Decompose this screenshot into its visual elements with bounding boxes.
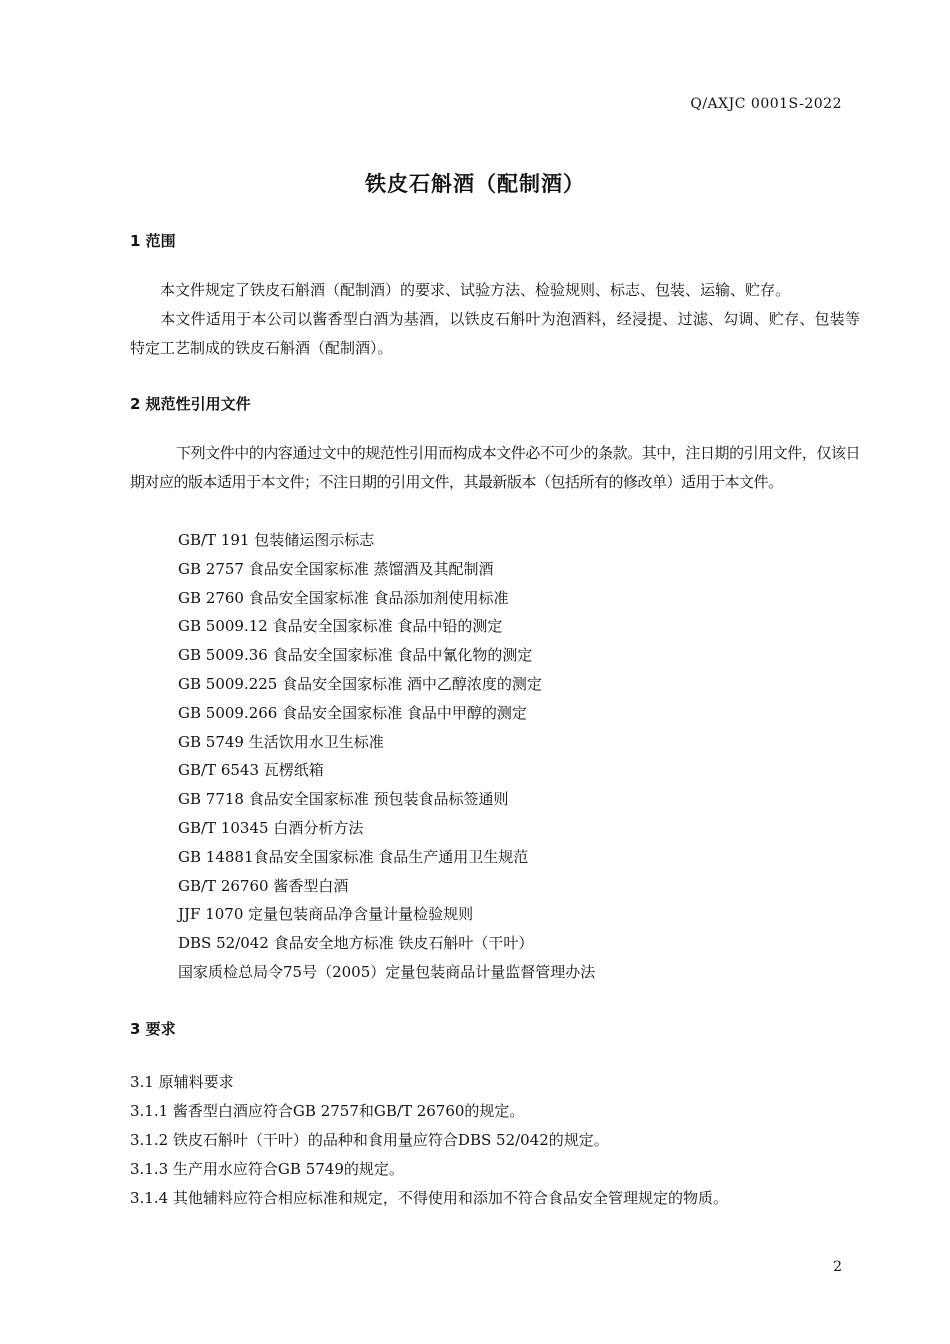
reference-item: GB 5749 生活饮用水卫生标准 [178,732,384,751]
scope-paragraph-1 [130,276,860,305]
requirement-item: 3.1.4 其他辅料应符合相应标准和规定，不得使用和添加不符合食品安全管理规定的物质。 [130,1189,728,1207]
reference-item: DBS 52/042 食品安全地方标准 铁皮石斛叶（干叶） [178,934,534,953]
reference-item: GB 5009.225 食品安全国家标准 酒中乙醇浓度的测定 [178,674,542,693]
reference-item: GB 14881食品安全国家标准 食品生产通用卫生规范 [178,847,529,866]
references-intro-text: 下列文件中的内容通过文中的规范性引用而构成本文件必不可少的条款。其中，注日期的引用文件，仅该日期对应的版本适用于本文件；不注日期的引用文件，其最新版本（包括所有的修改单）适用于本文件。 [130,444,860,491]
reference-item: GB 2757 食品安全国家标准 蒸馏酒及其配制酒 [178,559,494,578]
reference-item: GB/T 10345 白酒分析方法 [178,818,364,837]
section-heading-requirements: 3 要求 [130,1020,176,1038]
requirement-item: 3.1.3 生产用水应符合GB 5749的规定。 [130,1160,404,1178]
reference-item: GB 2760 食品安全国家标准 食品添加剂使用标准 [178,588,509,607]
reference-item: GB 5009.36 食品安全国家标准 食品中氰化物的测定 [178,646,533,665]
scope-paragraph-2-text: 本文件适用于本公司以酱香型白酒为基酒，以铁皮石斛叶为泡酒料，经浸提、过滤、勾调、贮存、包装等特定工艺制成的铁皮石斛酒（配制酒）。 [130,310,860,357]
scope-paragraph-2 [130,305,860,363]
reference-item: GB/T 6543 瓦楞纸箱 [178,761,324,780]
section-heading-scope: 1 范围 [130,232,176,250]
reference-item: GB/T 26760 酱香型白酒 [178,876,349,895]
document-code: Q/AXJC 0001S-2022 [690,96,842,112]
section-heading-normative-references: 2 规范性引用文件 [130,395,251,413]
document-title: 铁皮石斛酒（配制酒） [365,172,585,196]
scope-paragraph-1-text: 本文件规定了铁皮石斛酒（配制酒）的要求、试验方法、检验规则、标志、包装、运输、贮存。 [160,281,791,299]
requirement-item: 3.1.1 酱香型白酒应符合GB 2757和GB/T 26760的规定。 [130,1102,525,1120]
requirement-item: 3.1.2 铁皮石斛叶（干叶）的品种和食用量应符合DBS 52/042的规定。 [130,1131,609,1149]
reference-list [178,526,595,987]
reference-item: 国家质检总局令75号（2005）定量包装商品计量监督管理办法 [178,962,596,981]
page-number: 2 [833,1259,842,1275]
reference-item: GB/T 191 包装储运图示标志 [178,531,375,549]
requirement-item: 3.1 原辅料要求 [130,1073,234,1091]
requirements-list [130,1068,728,1213]
reference-item: JJF 1070 定量包装商品净含量计量检验规则 [178,905,474,924]
references-intro-paragraph [130,439,860,497]
reference-item: GB 5009.12 食品安全国家标准 食品中铅的测定 [178,617,503,636]
reference-item: GB 7718 食品安全国家标准 预包装食品标签通则 [178,790,509,809]
reference-item: GB 5009.266 食品安全国家标准 食品中甲醇的测定 [178,703,527,722]
